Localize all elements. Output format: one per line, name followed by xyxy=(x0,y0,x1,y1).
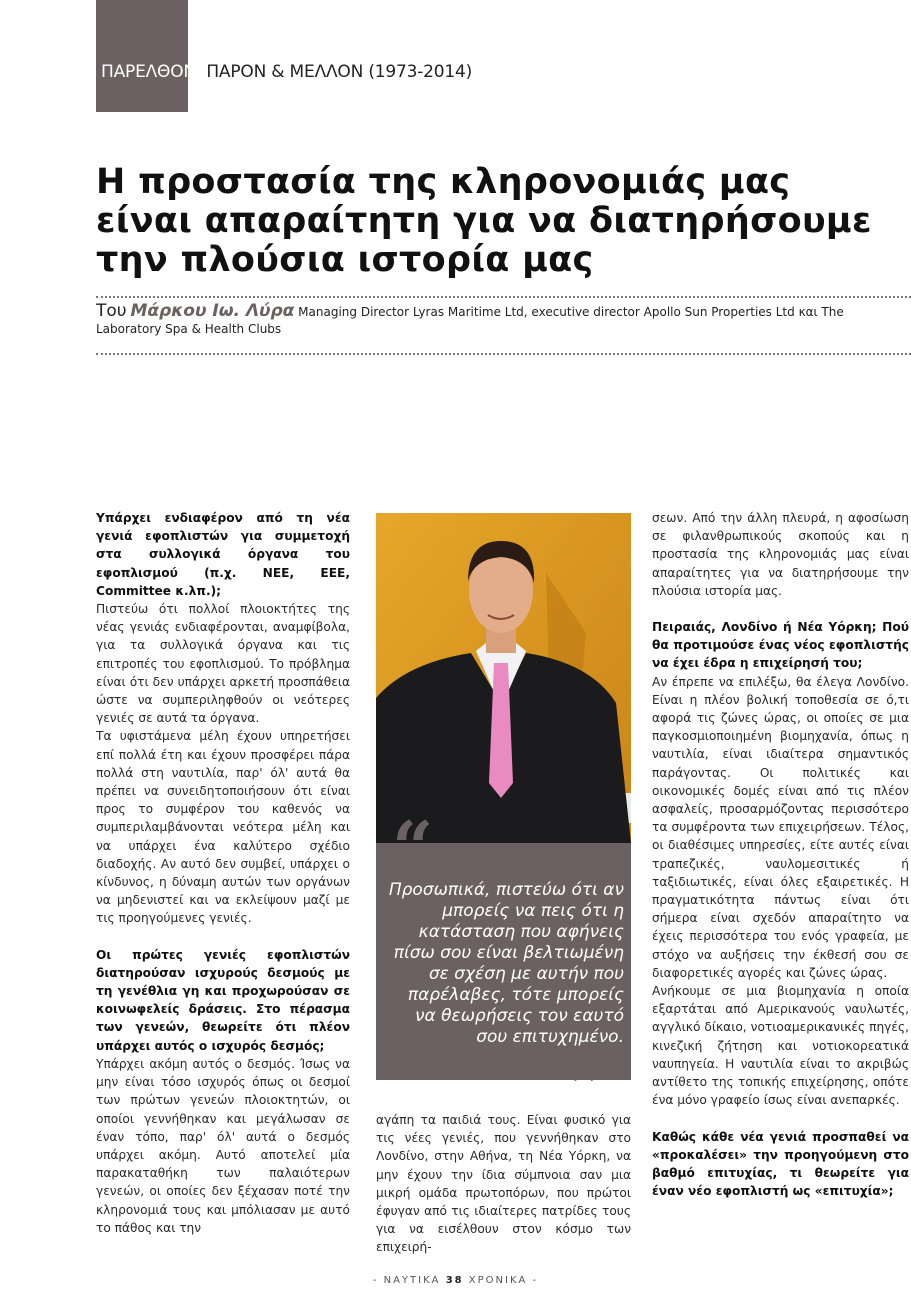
answer-3-paragraph-2: Ανήκουμε σε μια βιομηχανία η οποία εξαρτάται από Αμερικανούς ναυλωτές, αγγλικό δίκαιο, νοτιοαμερικανικές πηγές, κινεζική ζήτηση και νοτιοκορεατικά ναυπηγεία. Η ναυτιλία είναι το ακριβώς αντίθετο της τοπικής επιχείρησης, οπότε ένα μόνο γραφείο ίσως είναι ανεπαρκές. xyxy=(652,984,909,1108)
headline: Η προστασία της κληρονομιάς μας είναι απαραίτητη για να διατηρήσουμε την πλούσια ιστορία μας xyxy=(96,162,872,280)
section-title xyxy=(101,62,472,82)
question-4: Καθώς κάθε νέα γενιά προσπαθεί να «προκαλέσει» την προηγούμενη στο βαθμό επιτυχίας, τι θεωρείτε για έναν νέο εφοπλιστή ως «επιτυχία»; xyxy=(652,1129,909,1199)
byline-author: Μάρκου Ιω. Λύρα xyxy=(130,301,295,321)
section-color-block xyxy=(96,0,188,112)
byline-roles: Managing Director Lyras Maritime Ltd, executive director Apollo Sun Properties Ltd και The Laboratory Spa & Health Clubs xyxy=(96,305,844,336)
page-footer xyxy=(0,1275,911,1286)
answer-3-paragraph-1: Αν έπρεπε να επιλέξω, θα έλεγα Λονδίνο. Είναι η πλέον βολική τοποθεσία σε ό,τι αφορά τις ζώνες ώρας, οι οποίες σε μια παγκοσμιοποιημένη βιομηχανία, όπως η ναυτιλία, είναι ιδιαίτερα σημαντικός παράγοντας. Οι πολιτικές και οικονομικές δομές είναι από τις πλέον ασφαλείς, προσαρμόζοντας περισσότερο τα συμφέροντα των επιχειρήσεων. Τέλος, οι διαθέσιμες υπηρεσίες, είτε αυτές είναι τραπεζικές, ναυλομεσιτικές ή ταξιδιωτικές, είναι όλες εξαιρετικές. Η πραγματικότητα πάντως είναι ότι σήμερα είναι σχεδόν απαραίτητο να έχεις περισσότερα του ενός γραφεία, με στόχο να αυξήσεις την έκθεσή σου σε διαφορετικές αγορές και ζώνες ώρας. xyxy=(652,674,909,980)
column-2 xyxy=(376,1111,631,1257)
footer-right: ΧΡΟΝΙΚΑ - xyxy=(468,1275,539,1286)
pull-quote-text: Προσωπικά, πιστεύω ότι αν μπορείς να πεις ότι η κατάσταση που αφήνεις πίσω σου είναι βελτιωμένη σε σχέση με αυτήν που παρέλαβες, τότε μπορείς να θεωρήσεις τον εαυτό σου επιτυχημένο. xyxy=(388,880,624,1047)
column-1 xyxy=(96,509,350,1237)
question-2: Οι πρώτες γενιές εφοπλιστών διατηρούσαν ισχυρούς δεσμούς με τη γενέθλια γη και προχωρούσαν σε κοινωφελείς δράσεις. Στο πέρασμα των γενεών, θεωρείτε ότι πλέον υπάρχει αυτός ο ισχυρός δεσμός; xyxy=(96,947,350,1053)
portrait-photo xyxy=(376,513,631,843)
answer-1-paragraph-2: Τα υφιστάμενα μέλη έχουν υπηρετήσει επί πολλά έτη και έχουν προσφέρει πάρα πολλά στη ναυτιλία, παρ' όλ' αυτά θα πρέπει να συνειδητοποιήσουν ότι είναι προς το συμφέρον του καθενός να συμπεριλαμβάνονται νεότερα μέλη και να υπάρχει ένα καλύτερο σχέδιο διαδοχής. Αν αυτό δεν συμβεί, υπάρχει ο κίνδυνος, η δύναμη αυτών των οργάνων να μηδενιστεί και να εκλείψουν μαζί με τις προηγούμενες γενιές. xyxy=(96,729,350,926)
portrait-illustration xyxy=(376,513,631,843)
answer-2: Υπάρχει ακόμη αυτός ο δεσμός. Ίσως να μην είναι τόσο ισχυρός όπως οι δεσμοί των πρώτων γενεών πλοιοκτητών, οι οποίοι γεννήθηκαν και μεγάλωσαν σε έναν τόπο, παρ' όλ' αυτά ο δεσμός υπάρχει ακόμη. Αυτό αποτελεί μία παρακαταθήκη των παλαιότερων γενεών, οι οποίες δεν ξέχασαν ποτέ την κληρονομιά τους και μπόλιασαν με αυτό το πάθος και την xyxy=(96,1056,350,1235)
column-3 xyxy=(652,509,909,1200)
divider-bottom xyxy=(96,353,911,355)
question-1: Υπάρχει ενδιαφέρον από τη νέα γενιά εφοπλιστών για συμμετοχή στα συλλογικά όργανα του εφοπλισμού (π.χ. ΝΕΕ, ΕΕΕ, Committee κ.λπ.); xyxy=(96,511,350,598)
column-2-text: αγάπη τα παιδιά τους. Είναι φυσικό για τις νέες γενιές, που γεννήθηκαν στο Λονδίνο, στην Αθήνα, τη Νέα Υόρκη, να μην έχουν την ίδια σύμπνοια σαν μια μικρή ομάδα πρωτοπόρων, που πρώτοι έφυγαν από τις ιδιαίτερες πατρίδες τους για να εισέλθουν στον κόσμο των επιχειρή- xyxy=(376,1113,631,1255)
open-quote-icon: “ xyxy=(392,805,434,890)
question-3: Πειραιάς, Λονδίνο ή Νέα Υόρκη; Πού θα προτιμούσε ένας νέος εφοπλιστής να έχει έδρα η επιχείρησή του; xyxy=(652,620,909,671)
divider-top xyxy=(96,296,911,298)
column-3-continuation: σεων. Από την άλλη πλευρά, η αφοσίωση σε φιλανθρωπικούς σκοπούς και η προστασία της κληρονομιάς μας είναι απαραίτητες για να διατηρήσουμε την πλούσια ιστορία μας. xyxy=(652,511,909,598)
byline-prefix: Του xyxy=(96,301,127,321)
byline xyxy=(96,303,896,338)
page-number: 38 xyxy=(445,1275,464,1286)
answer-1-paragraph-1: Πιστεύω ότι πολλοί πλοιοκτήτες της νέας γενιάς ενδιαφέρονται, αναμφίβολα, για τα συλλογικά όργανα και τις επιτροπές του εφοπλισμού. Το πρόβλημα είναι ότι δεν υπάρχει αρκετή προσπάθεια ώστε να συμπεριληφθούν οι νεότερες γενιές σε αυτά τα όργανα. xyxy=(96,602,350,726)
section-title-highlight: ΠΑΡΕΛΘΟΝ, xyxy=(101,62,202,82)
section-title-rest: ΠΑΡΟΝ & ΜΕΛΛΟΝ (1973-2014) xyxy=(201,62,473,82)
footer-left: - ΝΑΥΤΙΚΑ xyxy=(372,1275,441,1286)
close-quote-icon: ” xyxy=(568,1045,610,1130)
